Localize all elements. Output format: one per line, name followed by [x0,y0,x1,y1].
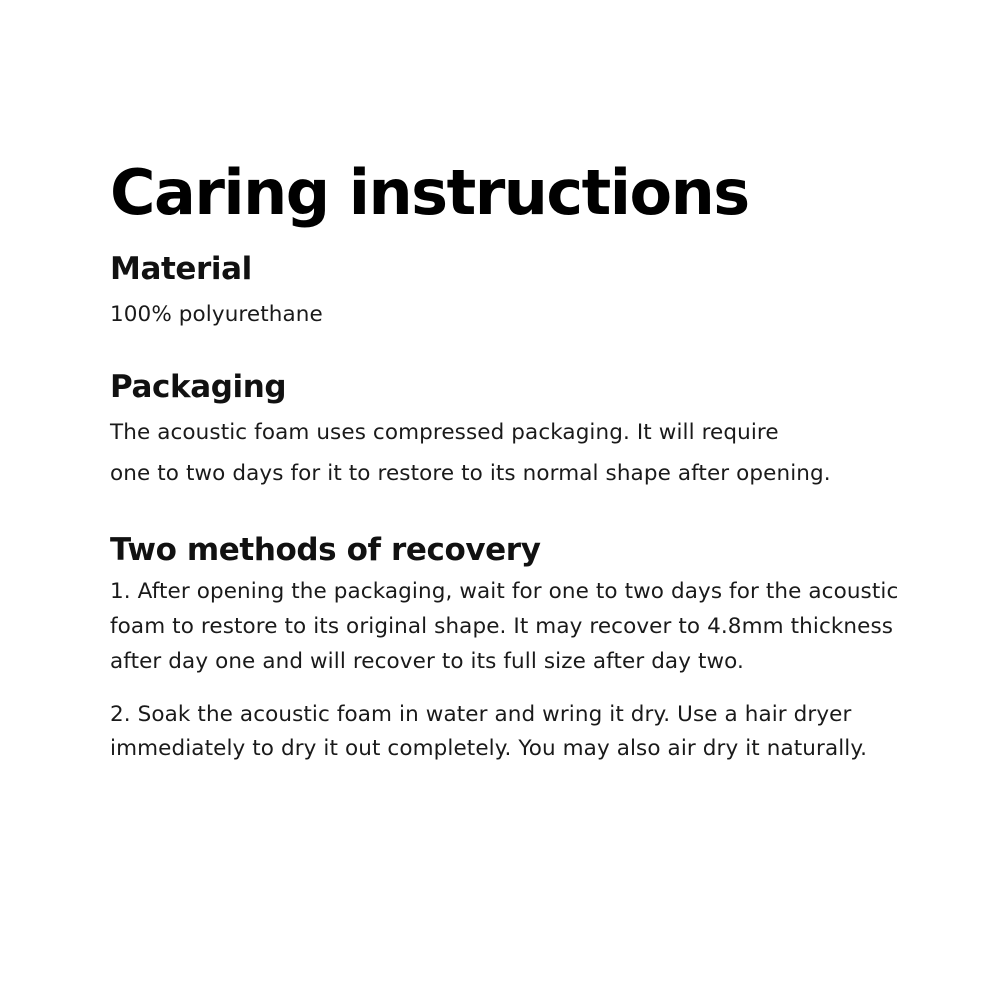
page-title: Caring instructions [110,156,749,229]
material-value: 100% polyurethane [110,302,323,328]
spacer-material-packaging [110,339,900,369]
packaging-line-2: one to two days for it to restore to its normal shape after opening. [110,461,831,487]
list-item: 1. After opening the packaging, wait for one to two days for the acoustic foam to restore to its original shape. It may recover to 4.8mm thickness after day one and will recover to its full size after day two. [110,579,899,674]
section-heading-material: Material [110,251,252,288]
section-heading-recovery: Two methods of recovery [110,531,541,568]
spacer-packaging-recovery [110,498,900,532]
packaging-line-1: The acoustic foam uses compressed packaging. It will require [110,420,779,446]
section-packaging [110,369,900,492]
section-recovery [110,532,900,767]
section-heading-packaging: Packaging [110,369,287,406]
section-material [110,251,900,333]
list-item: 2. Soak the acoustic foam in water and wring it dry. Use a hair dryer immediately to dry it out completely. You may also air dry it naturally. [110,701,868,762]
